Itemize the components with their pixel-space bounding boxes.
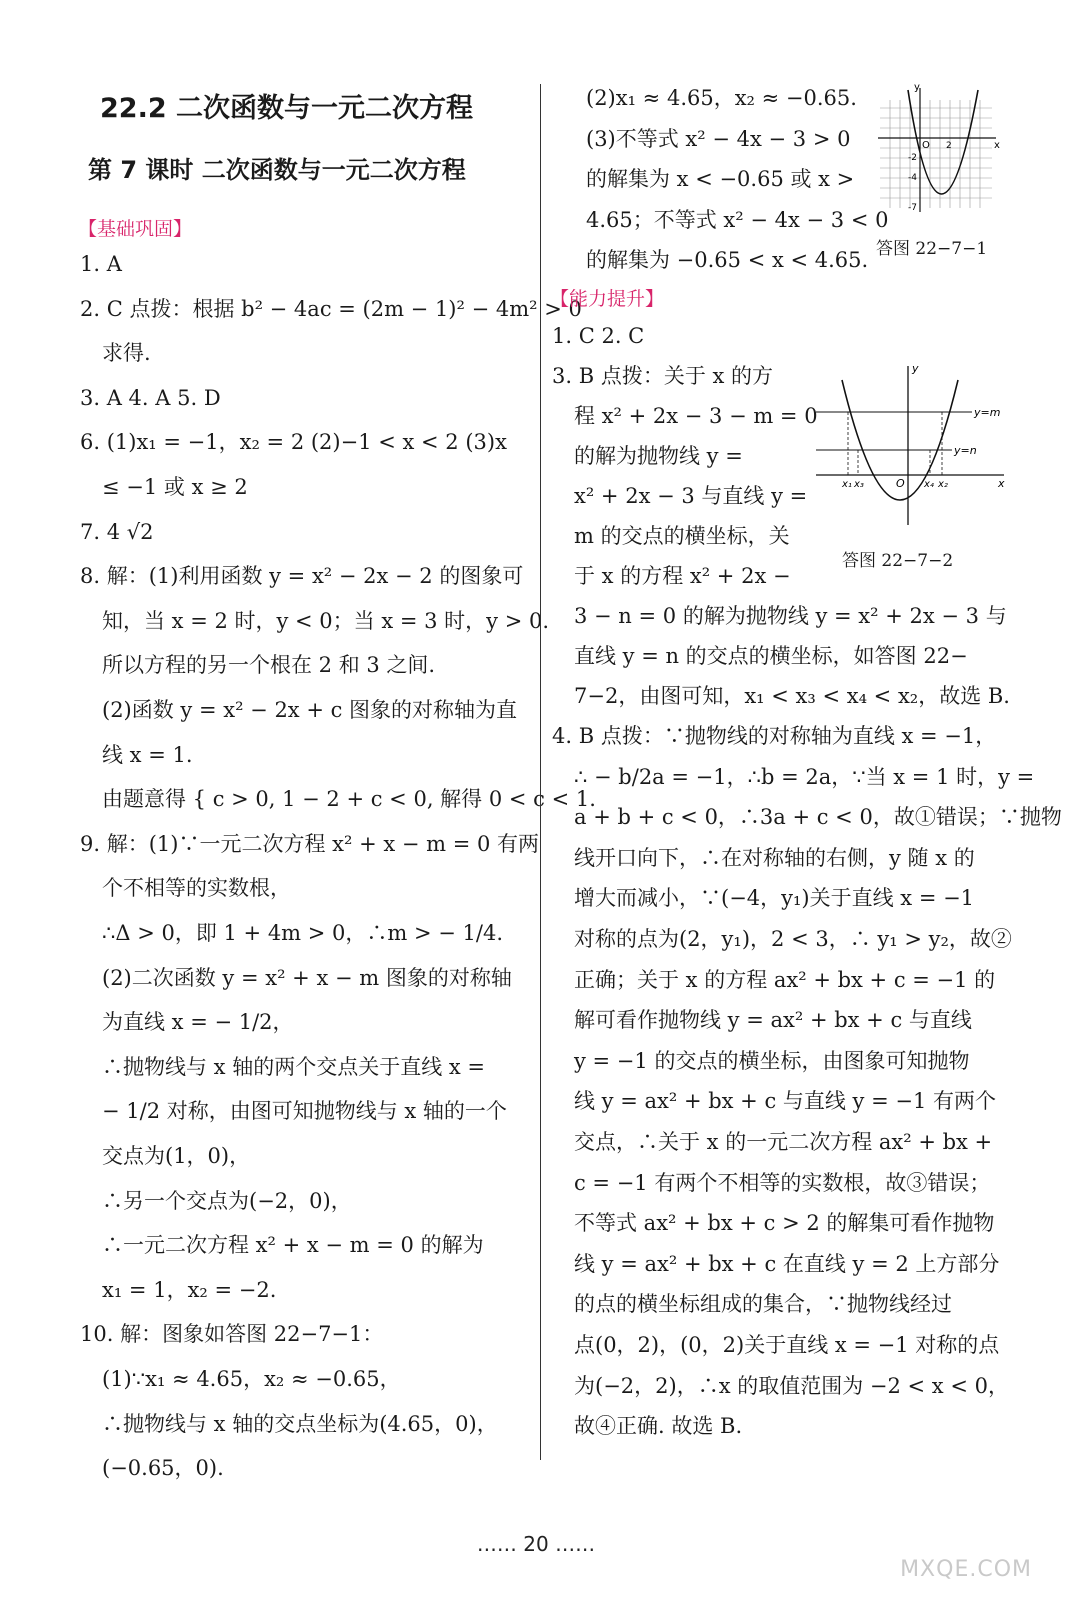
lesson-title: 第 7 课时 二次函数与一元二次方程 [88, 156, 466, 184]
text-line: (1)∵x₁ ≈ 4.65，x₂ ≈ −0.65， [102, 1367, 401, 1391]
fig2-x-label: x [998, 477, 1005, 490]
label-y-n: y=n [954, 444, 977, 457]
text-line: ∴另一个交点为(−2，0)， [102, 1188, 352, 1213]
label-y-m: y=m [974, 406, 1001, 419]
text-line: 的解集为 −0.65 < x < 4.65. [586, 248, 869, 272]
text-line: 4. B 点拨：∵抛物线的对称轴为直线 x = −1， [552, 724, 997, 748]
text-line: 交点，∴关于 x 的一元二次方程 ax² + bx + [574, 1130, 993, 1154]
text-line: 交点为(1，0)， [102, 1144, 251, 1168]
text-line: ∴一元二次方程 x² + x − m = 0 的解为 [102, 1233, 484, 1258]
text-line: x₁ = 1，x₂ = −2. [102, 1277, 277, 1302]
text-line: x² + 2x − 3 与直线 y = [574, 484, 808, 508]
text-line: 3 − n = 0 的解为抛物线 y = x² + 2x − 3 与 [574, 604, 1007, 628]
parabola-curve [908, 90, 978, 194]
text-line: 知，当 x = 2 时，y < 0；当 x = 3 时，y > 0. [102, 608, 550, 633]
text-line: (2)二次函数 y = x² + x − m 图象的对称轴 [102, 965, 512, 990]
fig1-origin-label: O [922, 140, 930, 151]
text-line: y = −1 的交点的横坐标，由图象可知抛物 [574, 1048, 970, 1073]
section-title: 22.2 二次函数与一元二次方程 [100, 93, 474, 124]
text-line: 8. 解：(1)利用函数 y = x² − 2x − 2 的图象可 [80, 564, 524, 589]
text-line: 为(−2，2)，∴x 的取值范围为 −2 < x < 0， [574, 1373, 1009, 1398]
column-divider [540, 84, 541, 1460]
text-line: 3. A 4. A 5. D [80, 385, 221, 410]
label-x4: x₄ [924, 479, 934, 490]
text-line: ∴抛物线与 x 轴的两个交点关于直线 x = [102, 1054, 485, 1079]
text-line: m 的交点的横坐标，关 [574, 524, 790, 548]
text-line: − 1/2 对称，由图可知抛物线与 x 轴的一个 [102, 1099, 507, 1124]
figure2-caption: 答图 22−7−2 [842, 551, 954, 571]
text-line: 7−2，由图可知，x₁ < x₃ < x₄ < x₂，故选 B. [574, 684, 1010, 708]
basic-tag: 【基础巩固】 [78, 218, 193, 240]
fig2-origin: O [896, 477, 905, 490]
text-line: 所以方程的另一个根在 2 和 3 之间. [102, 653, 436, 678]
text-line: (2)x₁ ≈ 4.65，x₂ ≈ −0.65. [586, 86, 857, 110]
figure1-caption: 答图 22−7−1 [876, 239, 988, 259]
text-line: 增大而减小，∵(−4，y₁)关于直线 x = −1 [574, 886, 975, 911]
text-line: (2)函数 y = x² − 2x + c 图象的对称轴为直 [102, 698, 518, 722]
text-line: (3)不等式 x² − 4x − 3 > 0 [586, 126, 851, 151]
text-line: 线开口向下，∴在对称轴的右侧，y 随 x 的 [574, 845, 975, 870]
text-line: 的解集为 x < −0.65 或 x > [586, 167, 855, 191]
text-line: 6. (1)x₁ = −1，x₂ = 2 (2)−1 < x < 2 (3)x [80, 430, 507, 455]
figure-22-7-1 [872, 78, 1002, 218]
text-line: (−0.65，0). [102, 1456, 224, 1481]
text-line: a + b + c < 0，∴3a + c < 0，故①错误；∵抛物 [574, 805, 1062, 830]
fig1-y-label: y [914, 82, 920, 93]
text-line: 故④正确. 故选 B. [574, 1414, 743, 1439]
label-x3: x₃ [854, 479, 864, 490]
text-line: 10. 解：图象如答图 22−7−1： [80, 1322, 384, 1347]
label-x1: x₁ [842, 479, 852, 490]
text-line: 对称的点为(2，y₁)，2 < 3，∴ y₁ > y₂，故② [574, 927, 1012, 951]
text-line: 正确；关于 x 的方程 ax² + bx + c = −1 的 [574, 967, 996, 992]
answer-1-2: 1. C 2. C [552, 324, 645, 348]
text-line: 4.65；不等式 x² − 4x − 3 < 0 [586, 207, 889, 232]
figure-22-7-2 [812, 360, 1012, 530]
text-line: 解可看作抛物线 y = ax² + bx + c 与直线 [574, 1008, 972, 1033]
text-line: 个不相等的实数根， [102, 876, 291, 901]
fig1-tick-neg2: -2 [908, 153, 917, 163]
fig1-x-label: x [994, 140, 1000, 151]
watermark: MXQE.COM [900, 1557, 1032, 1582]
text-line: 线 x = 1. [102, 742, 193, 767]
text-line: ∴ − b/2a = −1，∴b = 2a，∵当 x = 1 时，y = [574, 764, 1035, 789]
text-line: 由题意得 { c > 0, 1 − 2 + c < 0, 解得 0 < c < 1. [102, 787, 596, 812]
text-line: 为直线 x = − 1/2， [102, 1010, 294, 1035]
text-line: 的解为抛物线 y = [574, 444, 743, 468]
text-line: 求得. [102, 341, 151, 366]
text-line: 1. A [80, 252, 122, 276]
text-line: ∴抛物线与 x 轴的交点坐标为(4.65，0)， [102, 1411, 498, 1436]
text-line: 3. B 点拨：关于 x 的方 [552, 364, 774, 388]
text-line: 不等式 ax² + bx + c > 2 的解集可看作抛物 [574, 1211, 995, 1236]
fig1-tick-neg4: -4 [908, 173, 917, 183]
label-x2: x₂ [938, 479, 948, 490]
text-line: 2. C 点拨：根据 b² − 4ac = (2m − 1)² − 4m² > 0 [80, 296, 582, 321]
text-line: 的点的横坐标组成的集合，∵抛物线经过 [574, 1292, 952, 1317]
text-line: ≤ −1 或 x ≥ 2 [102, 475, 248, 499]
text-line: 直线 y = n 的交点的横坐标，如答图 22− [574, 644, 968, 668]
fig1-tick-neg7: -7 [908, 203, 917, 213]
page-number: …… 20 …… [476, 1532, 596, 1556]
text-line: 9. 解：(1)∵一元二次方程 x² + x − m = 0 有两 [80, 831, 540, 856]
text-line: 7. 4 √2 [80, 519, 154, 544]
text-line: 程 x² + 2x − 3 − m = 0 [574, 404, 818, 428]
ability-tag: 【能力提升】 [550, 288, 665, 310]
text-line: 线 y = ax² + bx + c 在直线 y = 2 上方部分 [574, 1251, 1000, 1276]
text-line: 点(0，2)，(0，2)关于直线 x = −1 对称的点 [574, 1333, 1000, 1357]
text-line: 线 y = ax² + bx + c 与直线 y = −1 有两个 [574, 1089, 996, 1114]
fig2-y-label: y [912, 362, 919, 375]
text-line: ∴Δ > 0，即 1 + 4m > 0，∴m > − 1/4. [102, 921, 503, 945]
text-line: c = −1 有两个不相等的实数根，故③错误； [574, 1170, 991, 1195]
fig1-tick-2: 2 [946, 141, 952, 151]
text-line: 于 x 的方程 x² + 2x − [574, 564, 791, 588]
